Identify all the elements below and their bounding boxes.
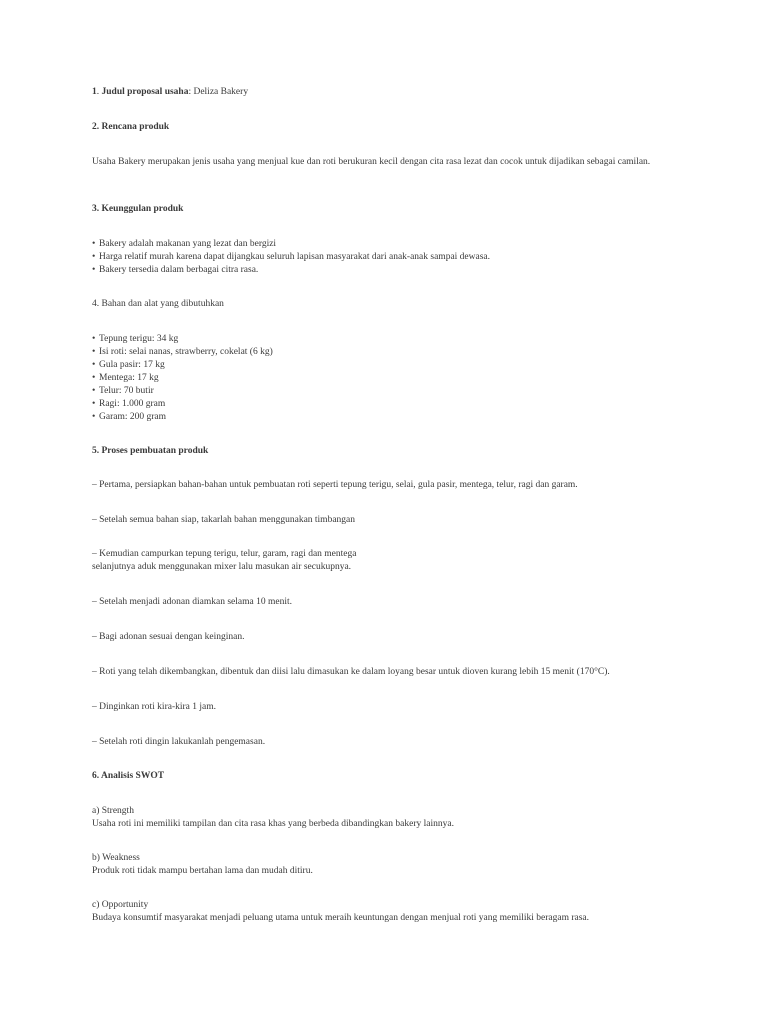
process-step: – Dinginkan roti kira-kira 1 jam. xyxy=(92,702,216,712)
list-item: • Garam: 200 gram xyxy=(92,411,273,424)
section-4-heading: 4. Bahan dan alat yang dibutuhkan xyxy=(92,299,224,309)
swot-text: Budaya konsumtif masyarakat menjadi peluang utama untuk meraih keuntungan dengan menjual roti yang memiliki beragam rasa. xyxy=(92,913,590,923)
list-item: • Mentega: 17 kg xyxy=(92,372,273,385)
swot-strength xyxy=(92,805,454,831)
business-name: Deliza Bakery xyxy=(193,87,249,97)
list-item: • Tepung terigu: 34 kg xyxy=(92,333,273,346)
list-item: • Bakery adalah makanan yang lezat dan bergizi xyxy=(92,238,490,251)
process-step: – Bagi adonan sesuai dengan keinginan. xyxy=(92,632,245,642)
process-step: – Pertama, persiapkan bahan-bahan untuk pembuatan roti seperti tepung terigu, selai, gula pasir, mentega, telur, ragi dan garam. xyxy=(92,480,578,490)
swot-weakness xyxy=(92,852,313,878)
section-1-number: 1 xyxy=(92,87,97,97)
product-plan-text: Usaha Bakery merupakan jenis usaha yang menjual kue dan roti berukuran kecil dengan cita rasa lezat dan cocok untuk dijadikan sebagai camilan. xyxy=(92,157,651,167)
section-3 xyxy=(92,203,183,216)
section-1-label: Judul proposal usaha xyxy=(101,87,189,97)
materials-list xyxy=(92,333,273,424)
list-item: • Isi roti: selai nanas, strawberry, cokelat (6 kg) xyxy=(92,346,273,359)
process-step: – Roti yang telah dikembangkan, dibentuk dan diisi lalu dimasukan ke dalam loyang besar untuk dioven kurang lebih 15 menit (170°C). xyxy=(92,667,610,677)
list-item: • Gula pasir: 17 kg xyxy=(92,359,273,372)
section-5 xyxy=(92,445,208,458)
list-item: • Bakery tersedia dalam berbagai citra rasa. xyxy=(92,264,490,277)
process-step: – Setelah semua bahan siap, takarlah bahan menggunakan timbangan xyxy=(92,515,356,525)
swot-opportunity xyxy=(92,899,589,925)
section-5-heading: 5. Proses pembuatan produk xyxy=(92,446,209,456)
section-6-heading: 6. Analisis SWOT xyxy=(92,771,165,781)
process-step: – Kemudian campurkan tepung terigu, telur, garam, ragi dan mentega selanjutnya aduk menggunakan mixer lalu masukan air secukupnya. xyxy=(92,549,357,572)
list-item: • Telur: 70 butir xyxy=(92,385,273,398)
swot-text: Produk roti tidak mampu bertahan lama dan mudah ditiru. xyxy=(92,866,313,876)
process-step: – Setelah menjadi adonan diamkan selama 10 menit. xyxy=(92,597,292,607)
section-1-title: 1. Judul proposal usaha: Deliza Bakery xyxy=(92,87,249,97)
section-2-body xyxy=(92,156,677,169)
list-item: • Harga relatif murah karena dapat dijangkau seluruh lapisan masyarakat dari anak-anak sampai dewasa. xyxy=(92,251,490,264)
section-4 xyxy=(92,298,224,311)
list-item: • Ragi: 1.000 gram xyxy=(92,398,273,411)
swot-label: c) Opportunity xyxy=(92,900,149,910)
advantages-list xyxy=(92,238,490,277)
swot-text: Usaha roti ini memiliki tampilan dan cita rasa khas yang berbeda dibandingkan bakery lainnya. xyxy=(92,819,454,829)
swot-label: a) Strength xyxy=(92,806,134,816)
swot-label: b) Weakness xyxy=(92,853,140,863)
section-6 xyxy=(92,770,164,783)
section-2 xyxy=(92,121,169,134)
process-step: – Setelah roti dingin lakukanlah pengemasan. xyxy=(92,737,266,747)
section-3-heading: 3. Keunggulan produk xyxy=(92,204,184,214)
section-2-heading: 2. Rencana produk xyxy=(92,122,170,132)
